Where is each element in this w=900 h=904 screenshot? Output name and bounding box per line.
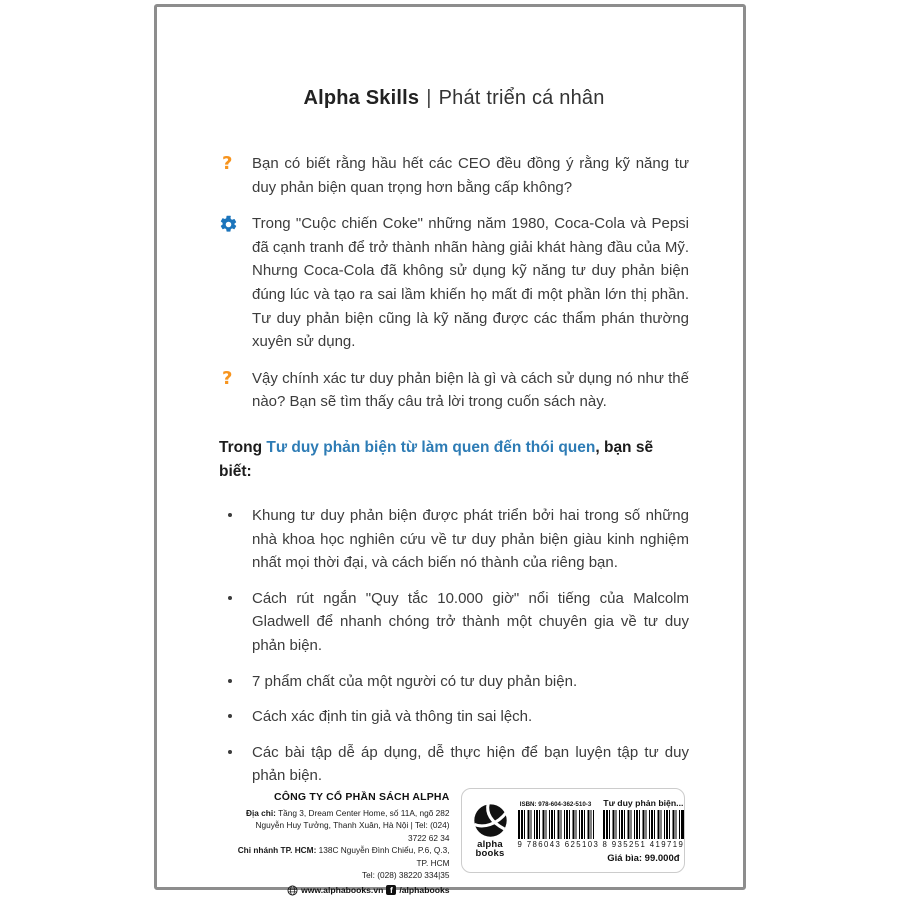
isbn-barcode [518,810,594,839]
isbn-digits: 9 786043 625103 [517,840,600,850]
facebook-icon: f [386,885,396,895]
book-title: Tư duy phản biện từ làm quen đến thói quen [266,438,596,456]
publisher-info [238,788,450,896]
footer [219,788,689,896]
bullet-icon [228,679,232,683]
question-icon: ? [222,153,233,174]
alphabooks-logo-text: alpha books [475,838,505,859]
product-title: Tư duy phản biện... [603,797,684,808]
publisher-links [238,885,450,896]
isbn-label: ISBN: 978-604-362-510-3 [519,800,592,808]
alphabooks-logo [472,798,509,858]
series-header [219,87,689,110]
bullet-icon [228,714,232,718]
pitch-prefix: Trong [219,438,267,456]
list-item [219,705,689,729]
book-back-cover-card [154,4,746,896]
publisher-address-line: Địa chỉ: Tầng 3, Dream Center Home, số 11A, ngõ 282 [245,807,450,818]
website-url: www.alphabooks.vn [301,885,384,896]
book-pitch-line [219,436,689,484]
alphabooks-logo-mark [472,802,509,839]
benefit-text: Khung tư duy phản biện được phát triển bởi hai trong số những nhà khoa học nghiên cứu về tư duy phản biện giàu kinh nghiệm nhất mọi thời đại, và cách biến nó thành của riêng bạn. [252,506,689,572]
header-divider: | [426,87,432,109]
list-item [219,587,689,658]
bullet-icon [228,596,232,600]
intro-point-1 [219,152,689,199]
list-item [219,670,689,694]
benefit-text: Cách xác định tin giả và thông tin sai lệch. [252,708,533,726]
brand-name: Alpha Skills [303,87,420,109]
intro-point-2 [219,212,689,354]
bullet-icon [228,750,232,754]
facebook-handle: /alphabooks [399,885,450,896]
pitch-suffix: , bạn sẽ biết: [219,438,654,480]
barcode-label-box [461,788,685,874]
product-barcode [603,810,685,839]
benefits-list [219,504,689,788]
publisher-name: CÔNG TY CỔ PHẦN SÁCH ALPHA [273,790,450,803]
product-digits: 8 935251 419719 [602,840,685,850]
bullet-icon [228,513,232,517]
benefit-text: 7 phẩm chất của một người có tư duy phản biện. [252,672,578,690]
benefit-text: Các bài tập dễ áp dụng, dễ thực hiện để bạn luyện tập tư duy phản biện. [252,743,689,785]
publisher-address-line: Nguyễn Huy Tưởng, Thanh Xuân, Hà Nội | Tel: (024) 3722 62 34 [255,820,450,843]
publisher-phone-line: Tel: (028) 38220 334|35 [362,870,450,881]
list-item [219,504,689,575]
series-category: Phát triển cá nhân [438,87,605,109]
intro-text: Bạn có biết rằng hầu hết các CEO đều đồng ý rằng kỹ năng tư duy phản biện quan trọng hơn bằng cấp không? [252,155,689,196]
price: Giá bìa: 99.000đ [607,853,680,865]
gear-icon [219,215,238,234]
intro-text: Vậy chính xác tư duy phản biện là gì và cách sử dụng nó như thế nào? Bạn sẽ tìm thấy câu trả lời trong cuốn sách này. [252,369,689,411]
intro-point-3 [219,367,689,414]
benefit-text: Cách rút ngắn "Quy tắc 10.000 giờ" nổi tiếng của Malcolm Gladwell để nhanh chóng trở thành một chuyên gia về tư duy phản biện. [252,589,689,654]
product-barcode-block [603,798,685,865]
isbn-block [517,798,600,850]
cover-body [219,152,689,788]
intro-text: Trong "Cuộc chiến Coke" những năm 1980, Coca-Cola và Pepsi đã cạnh tranh để trở thành nhãn hàng giải khát hàng đầu của Mỹ. Nhưng Coca-Cola đã không sử dụng kỹ năng tư duy phản biện đúng lúc và tạo ra sai lầm khiến họ mất đi một phần lớn thị phần. Tư duy phản biện cũng là kỹ năng được các thẩm phán thường xuyên sử dụng. [252,215,689,351]
publisher-address-line: Chi nhánh TP. HCM: 138C Nguyễn Đình Chiểu, P.6, Q.3, TP. HCM [237,845,450,868]
list-item [219,741,689,788]
question-icon: ? [222,367,233,389]
globe-icon [287,885,298,896]
